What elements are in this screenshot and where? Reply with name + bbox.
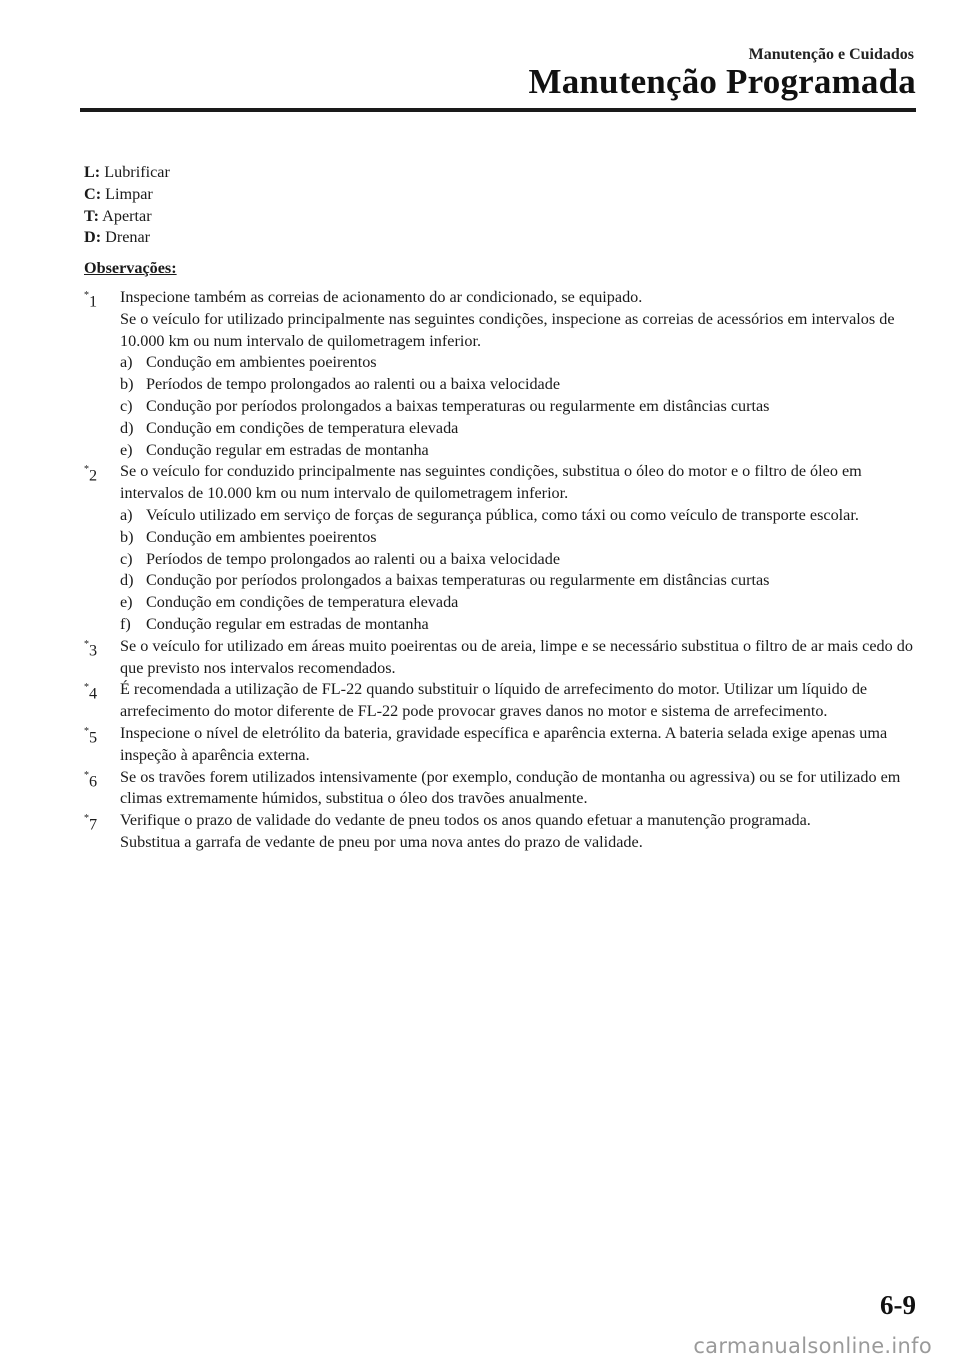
condition-text: Condução em condições de temperatura elevada <box>146 418 459 437</box>
condition-label: d) <box>120 418 134 437</box>
page-number: 6-9 <box>880 1290 916 1320</box>
condition-label: a) <box>120 505 133 524</box>
main-content <box>84 162 916 854</box>
note-number-value: 4 <box>89 684 98 703</box>
footnote-mark: * <box>84 813 89 825</box>
note-number-value: 5 <box>89 728 98 747</box>
note-4 <box>84 679 916 723</box>
note-paragraph: Se o veículo for utilizado principalmente nas seguintes condições, inspecione as correias de acessórios em intervalos de 10.000 km ou num intervalo de quilometragem inferior. <box>120 309 895 350</box>
legend-item <box>84 206 916 228</box>
condition-text: Períodos de tempo prolongados ao ralenti ou a baixa velocidade <box>146 375 561 394</box>
condition-label: e) <box>120 593 133 612</box>
condition-item <box>120 352 916 374</box>
condition-label: b) <box>120 375 134 394</box>
note-paragraph: Substitua a garrafa de vedante de pneu por uma nova antes do prazo de validade. <box>120 832 643 851</box>
condition-text: Condução em ambientes poeirentos <box>146 527 377 546</box>
condition-label: c) <box>120 549 133 568</box>
note-number <box>84 461 118 487</box>
footnote-mark: * <box>84 769 89 781</box>
legend-list <box>84 162 916 249</box>
condition-item <box>120 505 916 527</box>
condition-item <box>120 527 916 549</box>
footnote-mark: * <box>84 638 89 650</box>
note-1 <box>84 287 916 461</box>
legend-item <box>84 184 916 206</box>
note-number <box>84 767 118 793</box>
condition-item <box>120 614 916 636</box>
watermark: carmanualsonline.info <box>693 1334 932 1358</box>
condition-label: a) <box>120 353 133 372</box>
note-number-value: 2 <box>89 466 98 485</box>
note-paragraph: Se o veículo for conduzido principalmente nas seguintes condições, substitua o óleo do motor e o filtro de óleo em intervalos de 10.000 km ou num intervalo de quilometragem inferior. <box>120 462 862 503</box>
legend-text: Lubrificar <box>104 163 170 181</box>
note-number <box>84 679 118 705</box>
condition-label: f) <box>120 614 131 633</box>
condition-text: Veículo utilizado em serviço de forças de segurança pública, como táxi ou como veículo de transporte escolar. <box>146 505 859 524</box>
condition-label: b) <box>120 527 134 546</box>
legend-text: Apertar <box>102 206 152 225</box>
observations-heading: Observações: <box>84 259 177 278</box>
note-paragraph: É recomendada a utilização de FL-22 quando substituir o líquido de arrefecimento do motor. Utilizar um líquido de arrefecimento do motor diferente de FL-22 pode provocar graves danos no motor e sistema de arrefecimento. <box>120 680 868 721</box>
note-2 <box>84 461 916 635</box>
note-5 <box>84 723 916 767</box>
note-number-value: 6 <box>89 771 98 790</box>
legend-item <box>84 162 916 184</box>
footnote-mark: * <box>84 464 89 476</box>
condition-item <box>120 549 916 571</box>
note-paragraph: Se o veículo for utilizado em áreas muito poeirentas ou de areia, limpe e se necessário substitua o filtro de ar mais cedo do que previsto nos intervalos recomendados. <box>120 636 913 677</box>
condition-item <box>120 570 916 592</box>
footnote-mark: * <box>84 682 89 694</box>
note-7 <box>84 810 916 854</box>
section-title: Manutenção e Cuidados <box>748 46 914 63</box>
condition-item <box>120 374 916 396</box>
note-number <box>84 810 118 836</box>
legend-text: Limpar <box>105 184 153 203</box>
condition-item <box>120 418 916 440</box>
note-number-value: 3 <box>89 641 98 660</box>
footnote-mark: * <box>84 725 89 737</box>
condition-item <box>120 440 916 462</box>
legend-key: C: <box>84 184 102 203</box>
note-3 <box>84 636 916 680</box>
condition-text: Condução regular em estradas de montanha <box>146 614 429 633</box>
note-paragraph: Verifique o prazo de validade do vedante de pneu todos os anos quando efetuar a manutenção programada. <box>120 811 811 830</box>
note-number-value: 1 <box>89 292 98 311</box>
condition-text: Condução por períodos prolongados a baixas temperaturas ou regularmente em distâncias curtas <box>146 396 770 415</box>
condition-item <box>120 592 916 614</box>
note-paragraph: Se os travões forem utilizados intensivamente (por exemplo, condução de montanha ou agressiva) ou se for utilizado em climas extremamente húmidos, substitua o óleo dos travões anualmente. <box>120 767 901 808</box>
note-number <box>84 723 118 749</box>
page-title: Manutenção Programada <box>528 62 916 101</box>
note-number-value: 7 <box>89 815 98 834</box>
legend-key: D: <box>84 228 102 247</box>
condition-text: Períodos de tempo prolongados ao ralenti ou a baixa velocidade <box>146 549 561 568</box>
note-6 <box>84 767 916 811</box>
legend-key: L: <box>84 163 101 181</box>
note-number <box>84 636 118 662</box>
condition-text: Condução em condições de temperatura elevada <box>146 593 459 612</box>
legend-key: T: <box>84 206 99 225</box>
condition-text: Condução em ambientes poeirentos <box>146 353 377 372</box>
footnote-mark: * <box>84 289 89 301</box>
note-paragraph: Inspecione o nível de eletrólito da bateria, gravidade específica e aparência externa. A bateria selada exige apenas uma inspeção à aparência externa. <box>120 723 888 764</box>
legend-text: Drenar <box>105 228 151 247</box>
note-number <box>84 287 118 313</box>
notes-list <box>84 287 916 854</box>
condition-text: Condução regular em estradas de montanha <box>146 440 429 459</box>
legend-item <box>84 227 916 249</box>
note-paragraph: Inspecione também as correias de acionamento do ar condicionado, se equipado. <box>120 287 643 306</box>
condition-label: c) <box>120 396 133 415</box>
condition-label: e) <box>120 440 133 459</box>
condition-label: d) <box>120 571 134 590</box>
condition-text: Condução por períodos prolongados a baixas temperaturas ou regularmente em distâncias curtas <box>146 571 770 590</box>
header-divider <box>80 108 916 112</box>
condition-item <box>120 396 916 418</box>
